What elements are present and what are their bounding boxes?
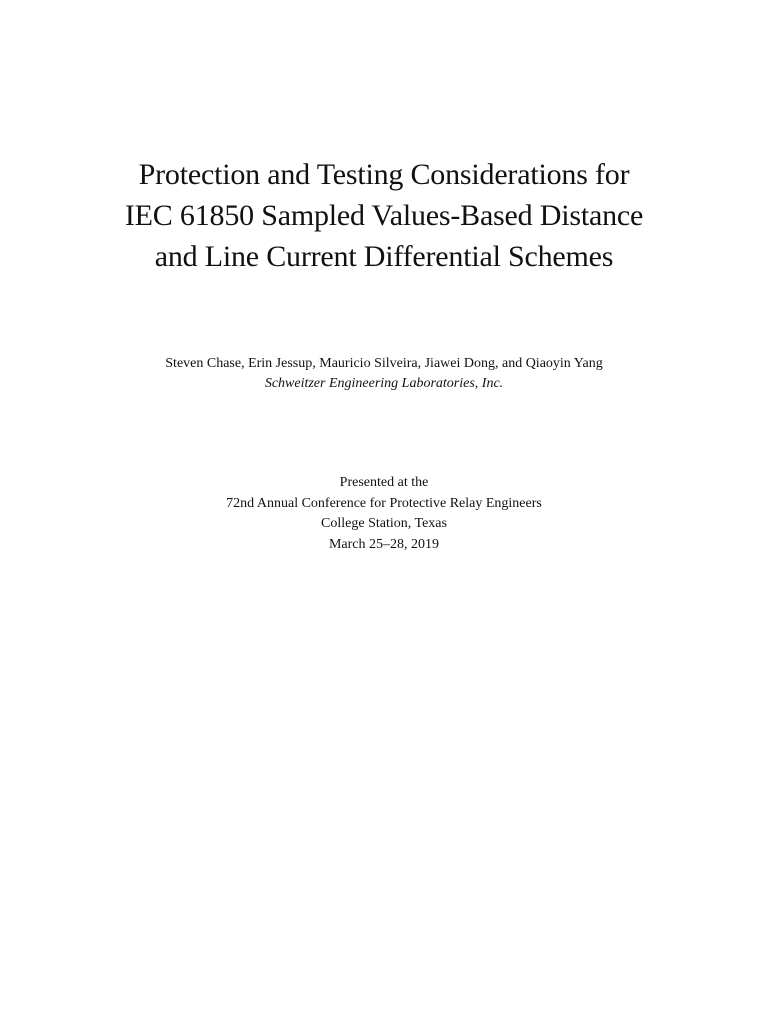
title-line-1: Protection and Testing Considerations for [138, 158, 630, 191]
title-line-2: IEC 61850 Sampled Values-Based Distance [124, 199, 644, 232]
affiliation: Schweitzer Engineering Laboratories, Inc. [264, 376, 504, 391]
author-block [0, 354, 768, 394]
presentation-info [0, 473, 768, 555]
conference-date: March 25–28, 2019 [328, 536, 440, 552]
author-list: Steven Chase, Erin Jessup, Mauricio Silveira, Jiawei Dong, and Qiaoyin Yang [165, 356, 603, 371]
paper-title [0, 154, 768, 277]
presented-at-line: Presented at the [339, 475, 429, 490]
conference-location: College Station, Texas [321, 516, 447, 531]
conference-name: 72nd Annual Conference for Protective Relay Engineers [226, 495, 542, 511]
title-line-3: and Line Current Differential Schemes [154, 240, 614, 273]
